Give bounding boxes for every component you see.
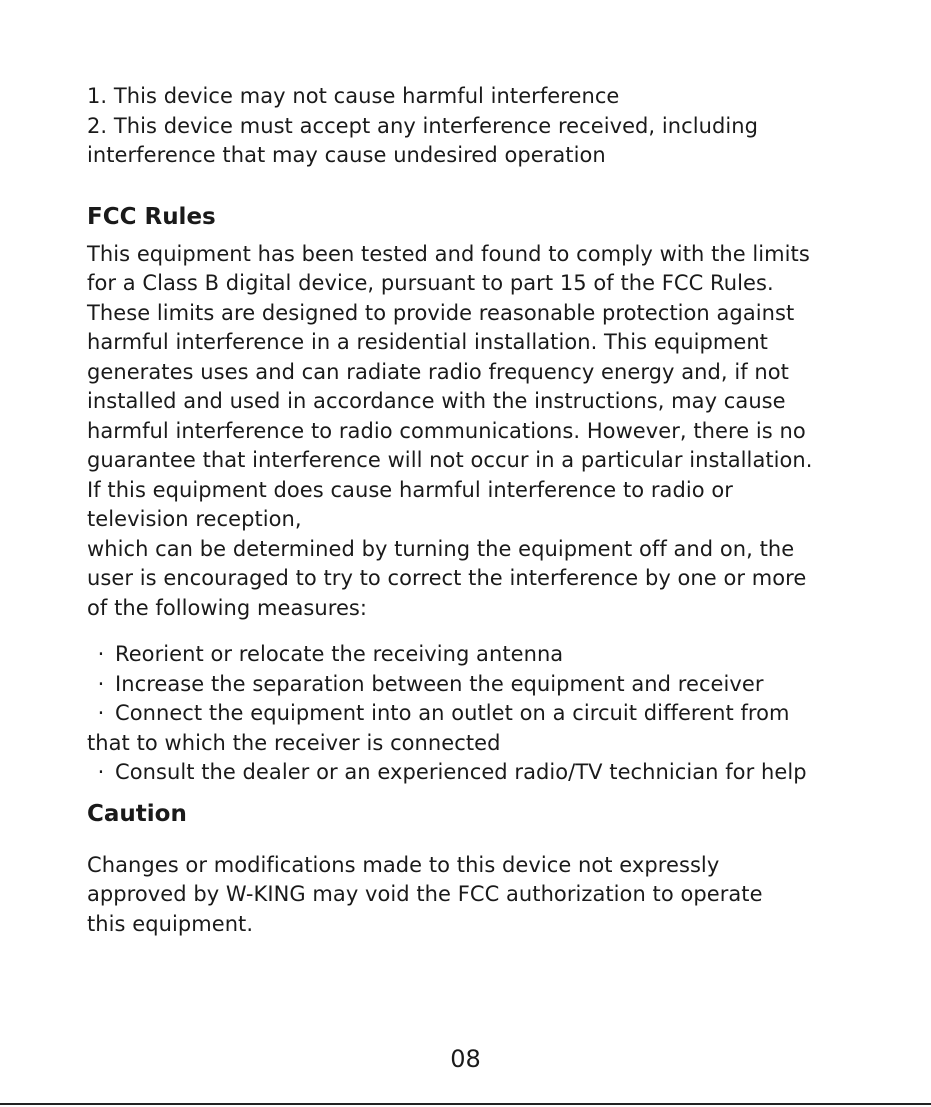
measure-text: Connect the equipment into an outlet on a circuit different from xyxy=(115,701,790,725)
measure-text: Consult the dealer or an experienced radio/TV technician for help xyxy=(115,760,807,784)
fcc-line: These limits are designed to provide reasonable protection against xyxy=(87,300,795,325)
list-item xyxy=(87,670,887,700)
intro-line: 2. This device must accept any interference received, including xyxy=(87,113,758,138)
fcc-line: This equipment has been tested and found to comply with the limits xyxy=(87,241,810,266)
fcc-rules-paragraph xyxy=(87,240,887,624)
measure-text: Reorient or relocate the receiving antenna xyxy=(115,642,564,666)
fcc-line: of the following measures: xyxy=(87,595,368,620)
bullet-dot: · xyxy=(97,701,105,725)
caution-paragraph xyxy=(87,851,887,940)
intro-line: 1. This device may not cause harmful interference xyxy=(87,84,620,108)
fcc-line: for a Class B digital device, pursuant to part 15 of the FCC Rules. xyxy=(87,271,774,295)
bottom-divider xyxy=(0,1103,931,1105)
fcc-line: television reception, xyxy=(87,507,302,531)
fcc-line: If this equipment does cause harmful interference to radio or xyxy=(87,477,733,502)
intro-line: interference that may cause undesired operation xyxy=(87,143,606,167)
list-item xyxy=(87,699,887,729)
list-item xyxy=(87,758,887,788)
caution-line: approved by W-KING may void the FCC authorization to operate xyxy=(87,882,763,906)
fcc-line: which can be determined by turning the equipment off and on, the xyxy=(87,536,795,561)
intro-conditions xyxy=(87,82,887,171)
caution-heading: Caution xyxy=(87,800,187,827)
fcc-rules-heading: FCC Rules xyxy=(87,203,216,230)
fcc-line: harmful interference in a residential installation. This equipment xyxy=(87,330,768,354)
list-item xyxy=(87,640,887,670)
page-number: 08 xyxy=(450,1045,481,1073)
fcc-line: harmful interference to radio communications. However, there is no xyxy=(87,418,806,443)
bullet-dot: · xyxy=(97,671,105,696)
fcc-line: guarantee that interference will not occur in a particular installation. xyxy=(87,448,813,472)
fcc-line: installed and used in accordance with the instructions, may cause xyxy=(87,389,786,413)
fcc-line: user is encouraged to try to correct the interference by one or more xyxy=(87,566,807,590)
list-item-continuation: that to which the receiver is connected xyxy=(87,730,501,755)
caution-line: this equipment. xyxy=(87,911,254,936)
caution-line: Changes or modifications made to this device not expressly xyxy=(87,852,720,877)
measures-list xyxy=(87,640,887,788)
bullet-dot: · xyxy=(97,760,105,784)
fcc-line: generates uses and can radiate radio frequency energy and, if not xyxy=(87,359,789,384)
measure-text: Increase the separation between the equipment and receiver xyxy=(115,671,764,696)
bullet-dot: · xyxy=(97,642,105,666)
page-content xyxy=(87,82,887,939)
